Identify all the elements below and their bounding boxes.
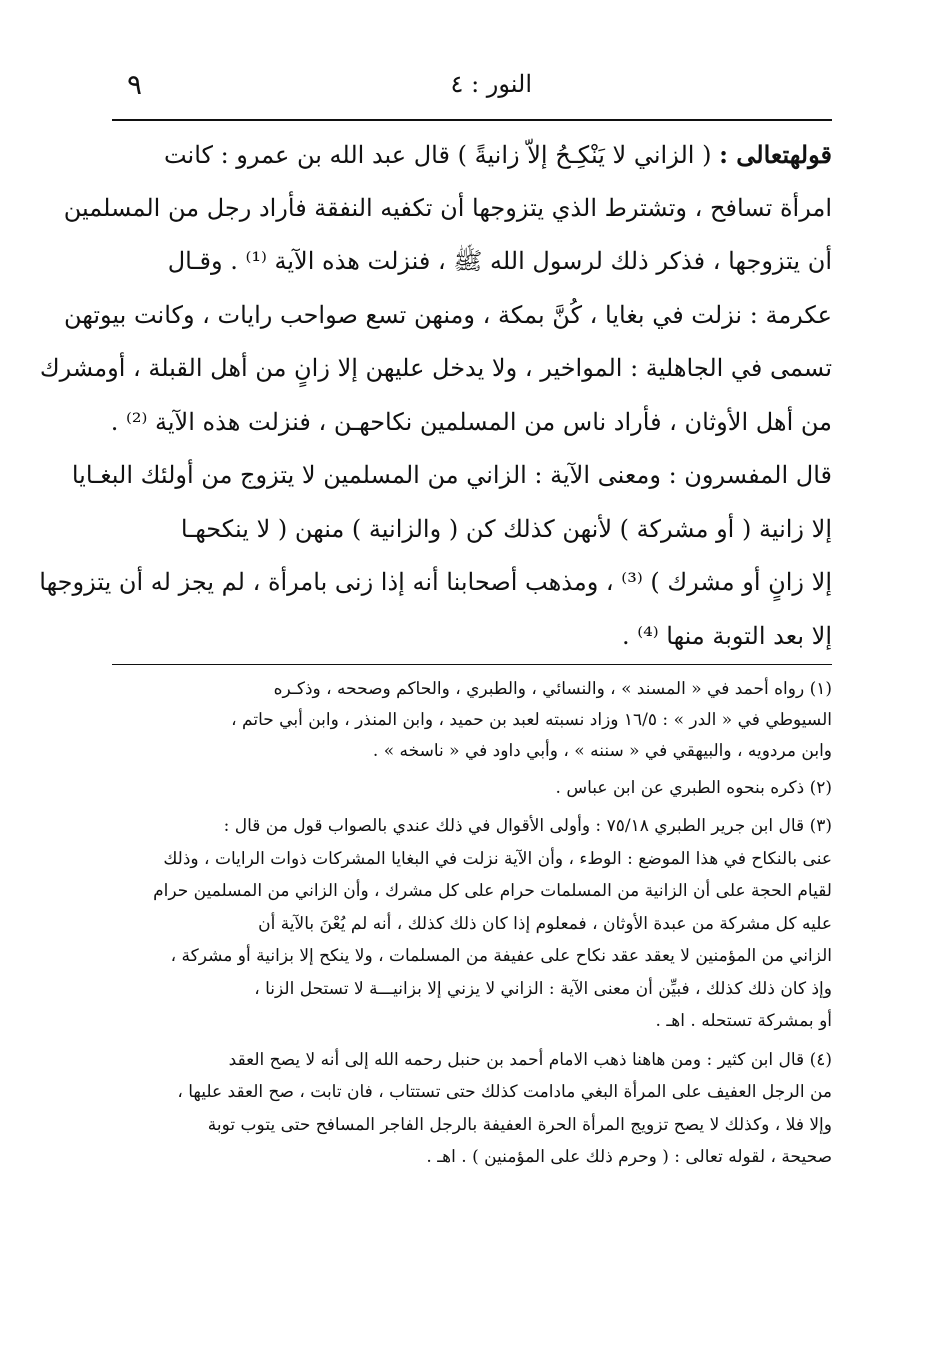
footnote-line: من الرجل العفيف على المرأة البغي مادامت كذلك حتى تستتاب ، فان تابت ، صح العقد عليها ، [177,1082,832,1102]
footnote-line: الزاني من المؤمنين لا يعقد عقد نكاح على عفيفة من المسلمات ، ولا ينكح إلا بزانية أو مشركة ، [170,946,832,966]
main-line: عكرمة : نزلت في بغايا ، كُنَّ بمكة ، ومنهن تسع صواحب رايات ، وكانت بيوتهن [64,300,832,329]
footnote-line: وإلا فلا ، وكذلك لا يصح تزويج المرأة الحرة العفيفة بالرجل الفاجر المسافح حتى يتوب توبة [207,1114,832,1135]
footnote-line: أو بمشركة تستحله . اهـ . [655,1011,832,1031]
main-line: إلا بعد التوبة منها ⁽⁴⁾ . [621,621,832,650]
main-text [39,128,832,663]
footnote-3 [108,810,832,1038]
footnotes-rule [112,664,832,665]
main-line: إلا زانٍ أو مشرك ) ⁽³⁾ ، ومذهب أصحابنا أنه إذا زنى بامرأة ، لم يجز له أن يتزوجها [39,568,832,596]
surah-reference: النور : ٤ [450,70,532,98]
footnote-1 [108,674,832,767]
verse-lead: قولهتعالى : [719,140,832,169]
footnotes [108,674,832,1180]
footnote-line: (٢) ذكره بنحوه الطبري عن ابن عباس . [555,778,832,798]
main-line: قولهتعالى : ( الزاني لا يَنْكِـحُ إلاّ زانيةً ) قال عبد الله بن عمرو : كانت [163,140,832,169]
footnote-line: (٣) قال ابن جرير الطبري ٧٥/١٨ : وأولى الأقوال في ذلك عندي بالصواب قول من قال : [223,816,832,836]
main-line: أن يتزوجها ، فذكر ذلك لرسول الله ﷺ ، فنزلت هذه الآية ⁽¹⁾ . وقـال [167,247,832,275]
page-number: ٩ [126,68,142,101]
main-line: من أهل الأوثان ، فأراد ناس من المسلمين نكاحهـن ، فنزلت هذه الآية ⁽²⁾ . [110,407,832,436]
footnote-line: صحيحة ، لقوله تعالى : ( وحرم ذلك على المؤمنين ) . اهـ . [426,1147,832,1167]
footnote-line: (٤) قال ابن كثير : ومن هاهنا ذهب الامام أحمد بن حنبل رحمه الله إلى أنه لا يصح العقد [228,1049,832,1070]
footnote-line: وإذ كان ذلك كذلك ، فبيِّن أن معنى الآية : الزاني لا يزني إلا بزانيـــة لا تستحل الزنا ، [254,978,832,999]
main-line: تسمى في الجاهلية : المواخير ، ولا يدخل عليهن إلا زانٍ من أهل القبلة ، أومشرك [39,354,832,382]
header-rule [112,119,832,121]
footnote-2 [108,773,832,804]
footnote-line: عليه كل مشركة من عبدة الأوثان ، فمعلوم إذا كان ذلك كذلك ، أنه لم يُعْنَ بالآية أن [258,913,832,934]
footnote-line: وابن مردويه ، والبيهقي في « سننه » ، وأبي داود في « ناسخه » . [372,741,832,761]
footnote-4 [108,1044,832,1174]
page-header [112,62,832,120]
footnote-line: (١) رواه أحمد في « المسند » ، والنسائي ، والطبري ، والحاكم وصححه ، وذكـره [273,679,832,699]
footnote-line: السيوطي في « الدر » : ١٦/٥ وزاد نسبته لعبد بن حميد ، وابن المنذر ، وابن أبي حاتم ، [231,710,832,730]
main-line: إلا زانية ( أو مشركة ) لأنهن كذلك كن ( والزانية ) منهن ( لا ينكحهـا [180,514,832,543]
main-line: قال المفسرون : ومعنى الآية : الزاني من المسلمين لا يتزوج من أولئك البغـايا [71,461,832,489]
footnote-line: لقيام الحجة على أن الزانية من المسلمات حرام على كل مشرك ، وأن الزاني من المسلمين حرام [153,881,832,901]
main-line: امرأة تسافح ، وتشترط الذي يتزوجها أن تكفيه النفقة فأراد رجل من المسلمين [63,193,832,222]
footnote-line: عنى بالنكاح في هذا الموضع : الوطء ، وأن الآية نزلت في البغايا المشركات ذوات الرايات ، وذلك [163,848,832,869]
